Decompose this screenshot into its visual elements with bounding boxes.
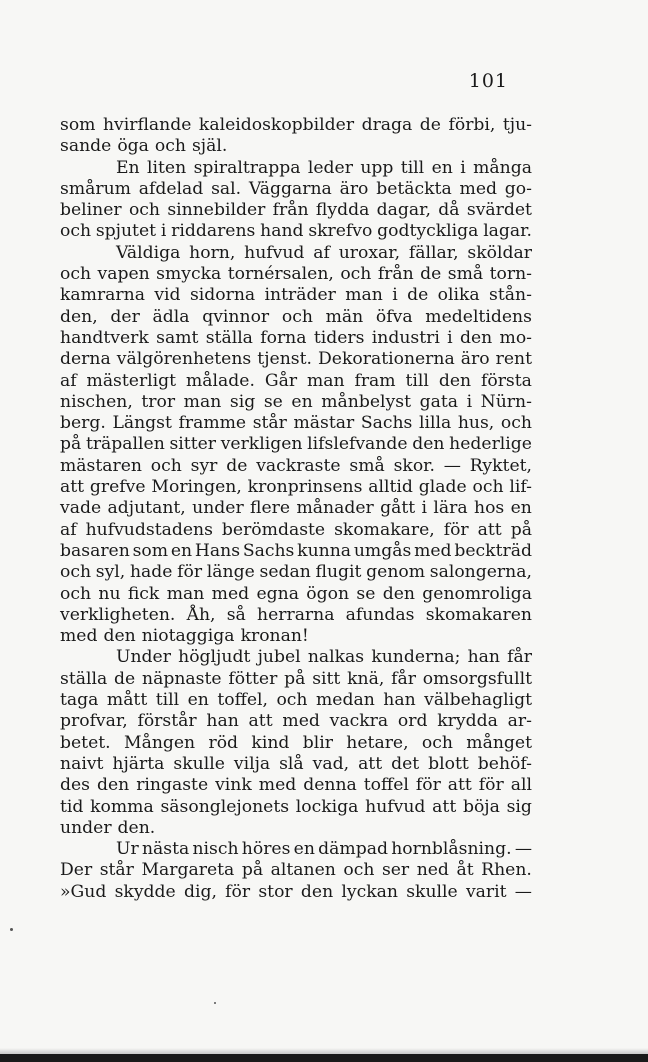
text-line: des den ringaste vink med denna toffel för att för all <box>60 775 532 796</box>
text-line: tid komma säsonglejonets lockiga hufvud att böja sig <box>60 796 532 817</box>
text-line: En liten spiraltrappa leder upp till en i många <box>116 157 532 178</box>
text-block <box>60 115 532 903</box>
text-line: ställa de näpnaste fötter på sitt knä, får omsorgsfullt <box>60 668 532 689</box>
text-line: berg. Längst framme står mästar Sachs lilla hus, och <box>60 413 532 434</box>
text-line: kamrarna vid sidorna inträder man i de olika stån- <box>60 285 532 306</box>
text-line: smårum afdelad sal. Väggarna äro betäckta med go- <box>60 178 532 199</box>
text-line: Väldiga horn, hufvud af uroxar, fällar, sköldar <box>116 242 532 263</box>
text-line: att grefve Moringen, kronprinsens alltid glade och lif- <box>60 477 532 498</box>
text-line: och syl, hade för länge sedan flugit genom salongerna, <box>60 562 532 583</box>
text-line: »Gud skydde dig, för stor den lyckan skulle varit — <box>60 881 532 902</box>
text-line: beliner och sinnebilder från flydda dagar, då svärdet <box>60 200 532 221</box>
text-line: basaren som en Hans Sachs kunna umgås med beckträd <box>60 540 532 561</box>
text-line: verkligheten. Åh, så herrarna afundas skomakaren <box>60 604 532 625</box>
text-line: taga mått till en toffel, och medan han välbehagligt <box>60 690 532 711</box>
text-line: och spjutet i riddarens hand skrefvo godtyckliga lagar. <box>60 221 532 242</box>
text-line: Under högljudt jubel nalkas kunderna; han får <box>116 647 532 668</box>
text-line: derna välgörenhetens tjenst. Dekorationerna äro rent <box>60 349 532 370</box>
text-line: och vapen smycka tornérsalen, och från de små torn- <box>60 264 532 285</box>
text-line: mästaren och syr de vackraste små skor. — Ryktet, <box>60 455 532 476</box>
text-line: betet. Mången röd kind blir hetare, och månget <box>60 732 532 753</box>
text-line: under den. <box>60 817 156 838</box>
text-line: handtverk samt ställa forna tiders industri i den mo- <box>60 327 532 348</box>
text-line: och nu fick man med egna ögon se den genomroliga <box>60 583 532 604</box>
text-line: som hvirflande kaleidoskopbilder draga de förbi, tju- <box>60 115 532 135</box>
text-line: Ur nästa nisch höres en dämpad hornblåsning. — <box>116 839 532 860</box>
text-line: med den niotaggiga kronan! <box>60 626 309 647</box>
text-line: af hufvudstadens berömdaste skomakare, för att på <box>60 519 532 540</box>
text-line: vade adjutant, under flere månader gått i lära hos en <box>60 498 532 519</box>
text-line: nischen, tror man sig se en månbelyst gata i Nürn- <box>60 391 532 412</box>
text-line: af mästerligt målade. Går man fram till den första <box>60 370 532 391</box>
text-line: naivt hjärta skulle vilja slå vad, att det blott behöf- <box>60 753 532 774</box>
text-line: sande öga och själ. <box>60 136 228 157</box>
speck <box>214 1002 216 1004</box>
text-line: på träpallen sitter verkligen lifslefvande den hederlige <box>60 434 532 455</box>
text-line: profvar, förstår han att med vackra ord krydda ar- <box>60 711 532 732</box>
scan-edge <box>0 1054 648 1062</box>
text-line: den, der ädla qvinnor och män öfva medeltidens <box>60 306 532 327</box>
page-number: 101 <box>468 70 508 92</box>
text-line: Der står Margareta på altanen och ser ned åt Rhen. <box>60 860 532 881</box>
speck <box>10 928 13 931</box>
